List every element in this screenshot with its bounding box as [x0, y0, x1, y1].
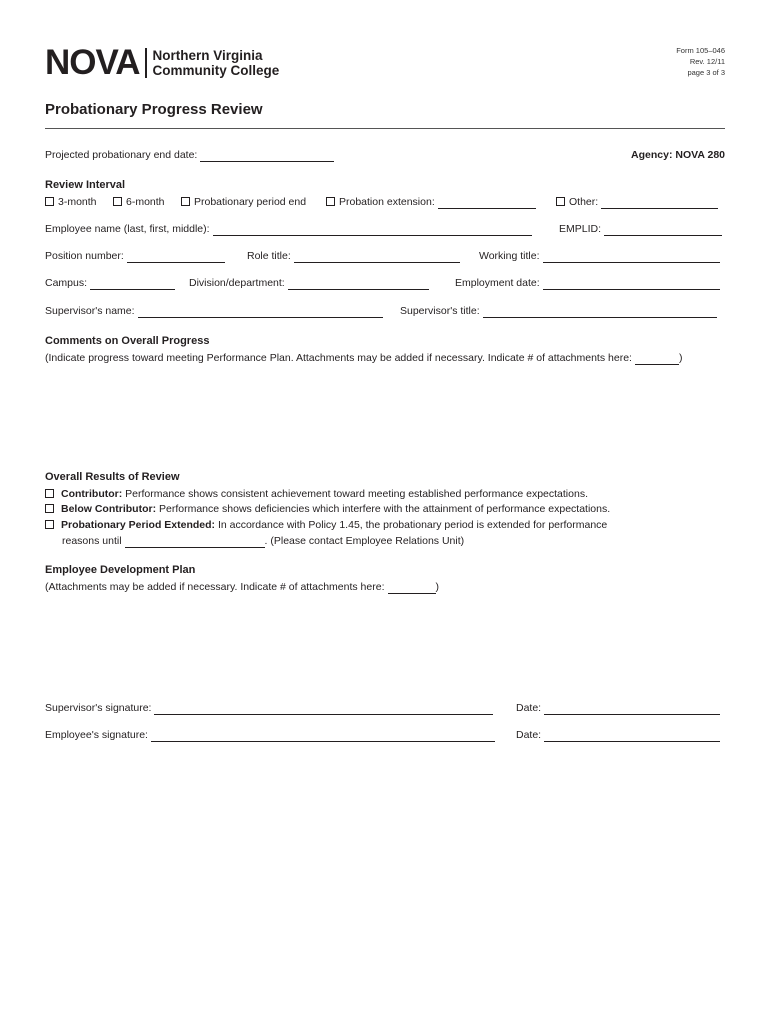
employee-row	[45, 222, 725, 236]
supervisor-signature-group	[45, 701, 493, 715]
position-number-group	[45, 249, 225, 263]
comments-instructions-row	[45, 351, 682, 365]
checkbox-6-month[interactable]	[113, 197, 122, 206]
position-number-label: Position number:	[45, 250, 124, 262]
logo-mark: NOVA	[45, 43, 140, 82]
page-number: page 3 of 3	[687, 68, 725, 77]
supervisor-name-group	[45, 304, 383, 318]
form-revision: Rev. 12/11	[689, 57, 725, 66]
supervisor-title-label: Supervisor's title:	[400, 305, 480, 317]
division-field[interactable]	[288, 277, 429, 290]
logo-divider	[145, 48, 147, 78]
extended-text: In accordance with Policy 1.45, the probationary period is extended for performance	[217, 519, 608, 531]
checkbox-other[interactable]	[556, 197, 565, 206]
comments-attachments-field[interactable]	[635, 352, 679, 365]
working-title-label: Working title:	[479, 250, 540, 262]
option-3-month-label: 3-month	[58, 196, 97, 208]
result-contributor[interactable]	[45, 487, 588, 501]
employee-signature-row	[45, 728, 725, 742]
division-group	[189, 276, 429, 290]
supervisor-name-field[interactable]	[138, 305, 383, 318]
projected-end-row	[45, 148, 334, 162]
supervisor-row	[45, 304, 725, 318]
position-number-field[interactable]	[127, 250, 225, 263]
form-number: Form 105–046	[676, 46, 725, 55]
development-close: )	[435, 581, 439, 593]
supervisor-date-group	[516, 701, 720, 715]
review-interval-heading: Review Interval	[45, 179, 126, 191]
employment-date-group	[455, 276, 720, 290]
comments-close: )	[678, 352, 683, 364]
supervisor-title-group	[400, 304, 717, 318]
campus-row	[45, 276, 725, 290]
working-title-group	[479, 249, 720, 263]
supervisor-name-label: Supervisor's name:	[45, 305, 135, 317]
checkbox-extended[interactable]	[45, 520, 54, 529]
comments-instructions: (Indicate progress toward meeting Performance Plan. Attachments may be added if necessary. Indicate # of attachments here:	[45, 352, 632, 364]
role-title-group	[247, 249, 460, 263]
below-contributor-text: Performance shows deficiencies which interfere with the attainment of performance expectations.	[159, 503, 611, 515]
campus-group	[45, 276, 175, 290]
employee-date-label: Date:	[516, 729, 542, 741]
option-other[interactable]	[556, 195, 718, 209]
checkbox-probation-extension[interactable]	[326, 197, 335, 206]
employee-date-group	[516, 728, 720, 742]
option-probationary-end[interactable]	[181, 195, 306, 209]
employee-signature-group	[45, 728, 495, 742]
emplid-group	[559, 222, 722, 236]
emplid-label: EMPLID:	[559, 223, 602, 235]
option-3-month[interactable]	[45, 195, 97, 209]
form-meta	[676, 45, 725, 78]
employee-date-field[interactable]	[544, 729, 720, 742]
employee-name-field[interactable]	[213, 223, 532, 236]
review-interval-options	[45, 195, 725, 209]
contributor-label: Contributor:	[61, 488, 123, 500]
option-6-month[interactable]	[113, 195, 165, 209]
nova-logo	[45, 43, 280, 82]
option-probation-extension-label: Probation extension:	[339, 196, 435, 208]
probation-extension-field[interactable]	[438, 196, 536, 209]
projected-end-label: Projected probationary end date:	[45, 149, 198, 161]
comments-heading: Comments on Overall Progress	[45, 335, 210, 347]
development-heading: Employee Development Plan	[45, 564, 196, 576]
employee-name-label: Employee name (last, first, middle):	[45, 223, 210, 235]
employee-name-group	[45, 222, 532, 236]
employment-date-field[interactable]	[543, 277, 720, 290]
logo-line-2: Community College	[152, 63, 280, 78]
division-label: Division/department:	[189, 277, 285, 289]
below-contributor-label: Below Contributor:	[61, 503, 157, 515]
supervisor-signature-row	[45, 701, 725, 715]
option-probationary-end-label: Probationary period end	[194, 196, 307, 208]
result-below-contributor[interactable]	[45, 502, 610, 516]
role-title-label: Role title:	[247, 250, 291, 262]
working-title-field[interactable]	[543, 250, 720, 263]
checkbox-3-month[interactable]	[45, 197, 54, 206]
contributor-text: Performance shows consistent achievement toward meeting established performance expectations.	[125, 488, 588, 500]
other-field[interactable]	[601, 196, 718, 209]
supervisor-signature-label: Supervisor's signature:	[45, 702, 152, 714]
agency-label: Agency: NOVA 280	[631, 149, 725, 161]
extended-until-field[interactable]	[125, 535, 265, 548]
option-6-month-label: 6-month	[126, 196, 165, 208]
logo-text	[153, 48, 280, 78]
results-heading: Overall Results of Review	[45, 471, 180, 483]
campus-field[interactable]	[90, 277, 175, 290]
extended-until-label: reasons until	[62, 535, 122, 547]
supervisor-signature-field[interactable]	[154, 702, 493, 715]
extended-contact-text: . (Please contact Employee Relations Unit)	[264, 535, 465, 547]
checkbox-below-contributor[interactable]	[45, 504, 54, 513]
employee-signature-field[interactable]	[151, 729, 495, 742]
title-rule	[45, 128, 725, 129]
logo-line-1: Northern Virginia	[152, 48, 263, 63]
checkbox-contributor[interactable]	[45, 489, 54, 498]
checkbox-probationary-end[interactable]	[181, 197, 190, 206]
position-row	[45, 249, 725, 263]
result-extended[interactable]	[45, 518, 607, 532]
extended-label: Probationary Period Extended:	[61, 519, 216, 531]
development-attachments-field[interactable]	[388, 581, 436, 594]
role-title-field[interactable]	[294, 250, 460, 263]
campus-label: Campus:	[45, 277, 88, 289]
development-instructions: (Attachments may be added if necessary. Indicate # of attachments here:	[45, 581, 385, 593]
supervisor-date-label: Date:	[516, 702, 542, 714]
employment-date-label: Employment date:	[455, 277, 540, 289]
page-title: Probationary Progress Review	[45, 101, 263, 118]
result-extended-line2	[62, 534, 464, 548]
option-probation-extension[interactable]	[326, 195, 536, 209]
development-instructions-row	[45, 580, 439, 594]
option-other-label: Other:	[569, 196, 599, 208]
supervisor-title-field[interactable]	[483, 305, 717, 318]
emplid-field[interactable]	[604, 223, 722, 236]
supervisor-date-field[interactable]	[544, 702, 720, 715]
projected-end-field[interactable]	[200, 149, 334, 162]
employee-signature-label: Employee's signature:	[45, 729, 148, 741]
